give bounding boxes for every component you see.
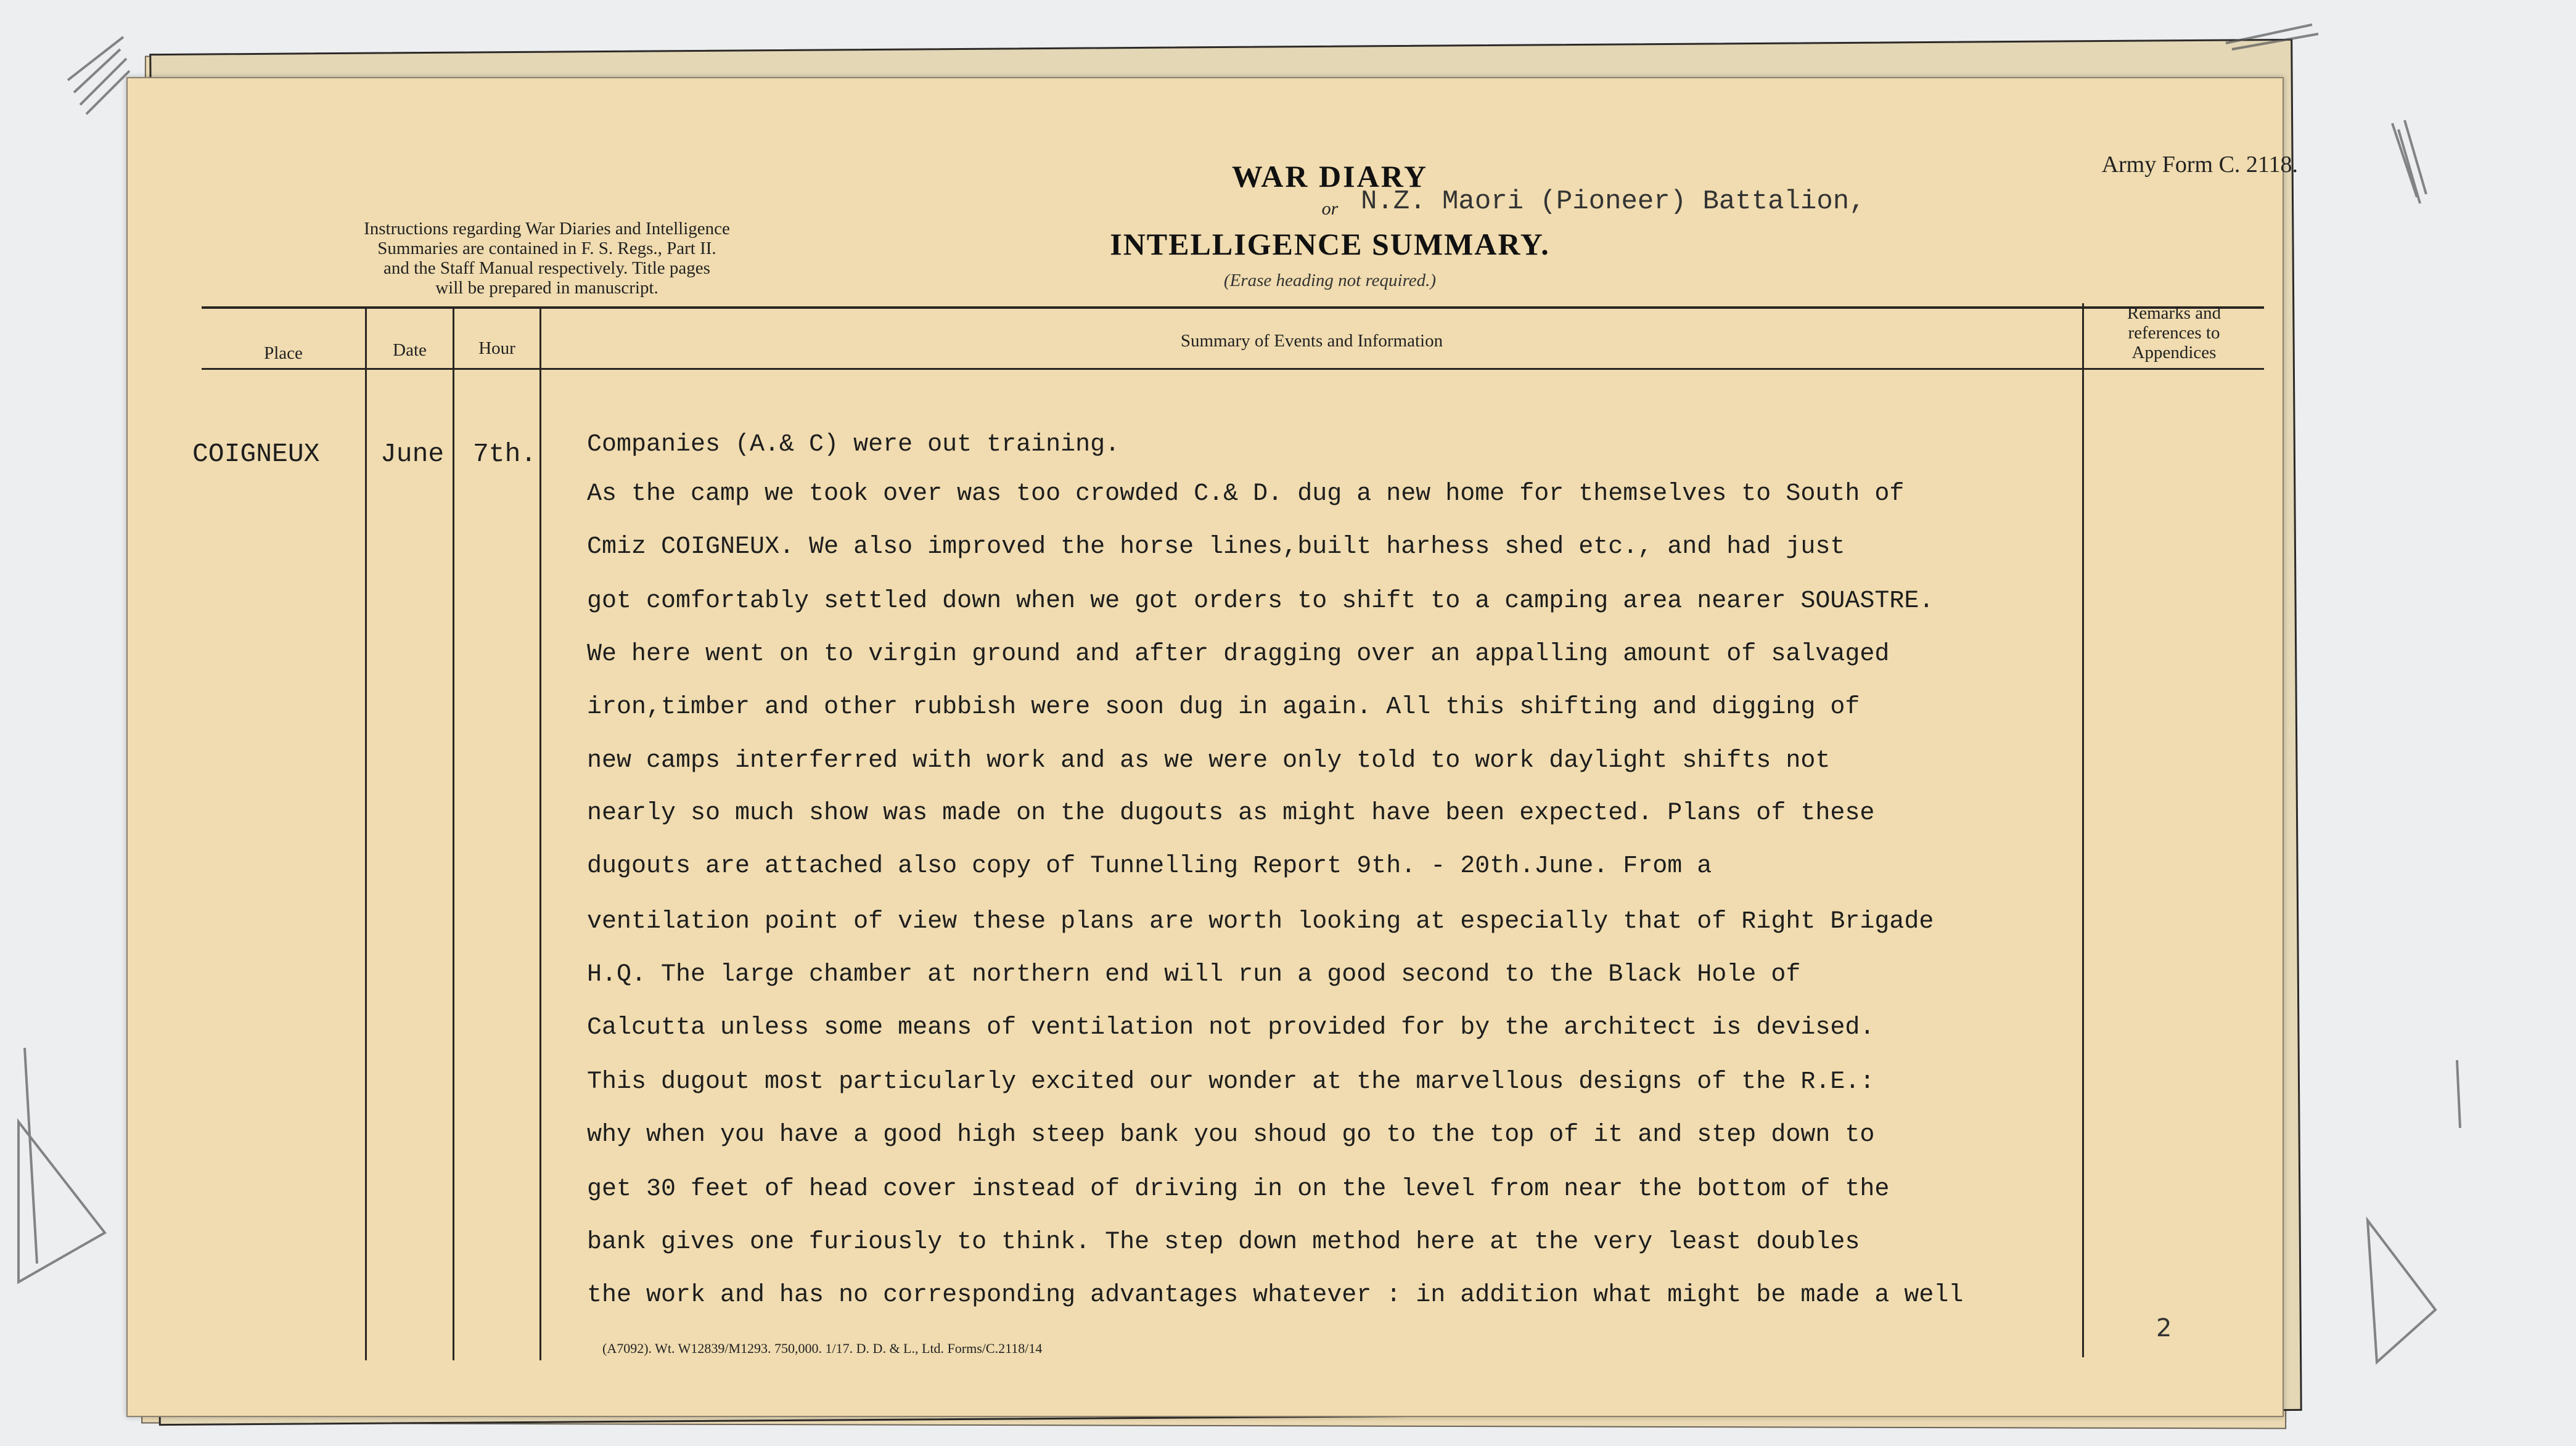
column-header-place: Place xyxy=(264,343,303,363)
text-line: H.Q. The large chamber at northern end will run a good second to the Black Hole of xyxy=(587,961,1801,989)
pencil-triangle-icon xyxy=(18,1048,105,1282)
printer-imprint: (A7092). Wt. W12839/M1293. 750,000. 1/17. D. D. & L., Ltd. Forms/C.2118/14 xyxy=(602,1341,1043,1356)
text-line: Companies (A.& C) were out training. xyxy=(587,431,1120,459)
form-title-or: or xyxy=(1321,198,1339,219)
text-line: iron,timber and other rubbish were soon dug in again. All this shifting and digging of xyxy=(587,693,1860,721)
pencil-tick-icon xyxy=(2457,1060,2460,1128)
entry-place: COIGNEUX xyxy=(192,439,320,469)
pencil-triangle-icon xyxy=(2368,1220,2435,1362)
text-line: new camps interferred with work and as we were only told to work daylight shifts not xyxy=(587,747,1831,775)
form-title: WAR DIARY xyxy=(1231,159,1429,194)
form-subtitle: INTELLIGENCE SUMMARY. xyxy=(1110,227,1550,261)
instructions-line: Instructions regarding War Diaries and Intelligence xyxy=(364,219,730,239)
text-line: ventilation point of view these plans are worth looking at especially that of Right Brigade xyxy=(587,908,1934,936)
text-line: Calcutta unless some means of ventilation not provided for by the architect is devised. xyxy=(587,1014,1875,1042)
text-line: Cmiz COIGNEUX. We also improved the horse lines,built harhess shed etc., and had just xyxy=(587,533,1845,561)
text-line: nearly so much show was made on the dugouts as might have been expected. Plans of these xyxy=(587,799,1875,827)
unit-name: N.Z. Maori (Pioneer) Battalion, xyxy=(1361,186,1866,217)
text-line: We here went on to virgin ground and after dragging over an appalling amount of salvaged xyxy=(587,640,1890,668)
pencil-scribble-icon xyxy=(2226,25,2318,49)
column-header-summary: Summary of Events and Information xyxy=(1180,331,1443,351)
column-header-date: Date xyxy=(393,340,427,360)
remarks-header-line: references to xyxy=(2128,323,2220,343)
pencil-scribble-icon xyxy=(68,37,129,114)
text-line: the work and has no corresponding advantages whatever : in addition what might be made a well xyxy=(587,1281,1964,1309)
entry-hour: 7th. xyxy=(473,439,537,469)
pencil-scribble-icon xyxy=(2392,120,2426,203)
instructions-line: will be prepared in manuscript. xyxy=(435,278,658,298)
text-line: got comfortably settled down when we got orders to shift to a camping area nearer SOUASTRE. xyxy=(587,587,1934,615)
remarks-header-line: Appendices xyxy=(2131,343,2217,362)
text-line: As the camp we took over was too crowded C.& D. dug a new home for themselves to South of xyxy=(587,480,1905,508)
remarks-header-line: Remarks and xyxy=(2127,303,2221,323)
text-line: bank gives one furiously to think. The step down method here at the very least doubles xyxy=(587,1228,1860,1256)
instructions-line: and the Staff Manual respectively. Title pages xyxy=(384,258,710,278)
entry-date: June xyxy=(380,439,445,469)
instructions-line: Summaries are contained in F. S. Regs., Part II. xyxy=(377,239,716,258)
text-line: why when you have a good high steep bank you shoud go to the top of it and step down to xyxy=(587,1121,1875,1149)
page-number: 2 xyxy=(2156,1314,2172,1342)
column-header-hour: Hour xyxy=(478,338,515,358)
army-form-number: Army Form C. 2118. xyxy=(2101,152,2298,178)
text-line: dugouts are attached also copy of Tunnelling Report 9th. - 20th.June. From a xyxy=(587,852,1712,880)
text-line: This dugout most particularly excited our wonder at the marvellous designs of the R.E.: xyxy=(587,1068,1875,1096)
erase-heading-note: (Erase heading not required.) xyxy=(1223,271,1437,290)
text-line: get 30 feet of head cover instead of driving in on the level from near the bottom of the xyxy=(587,1175,1890,1203)
